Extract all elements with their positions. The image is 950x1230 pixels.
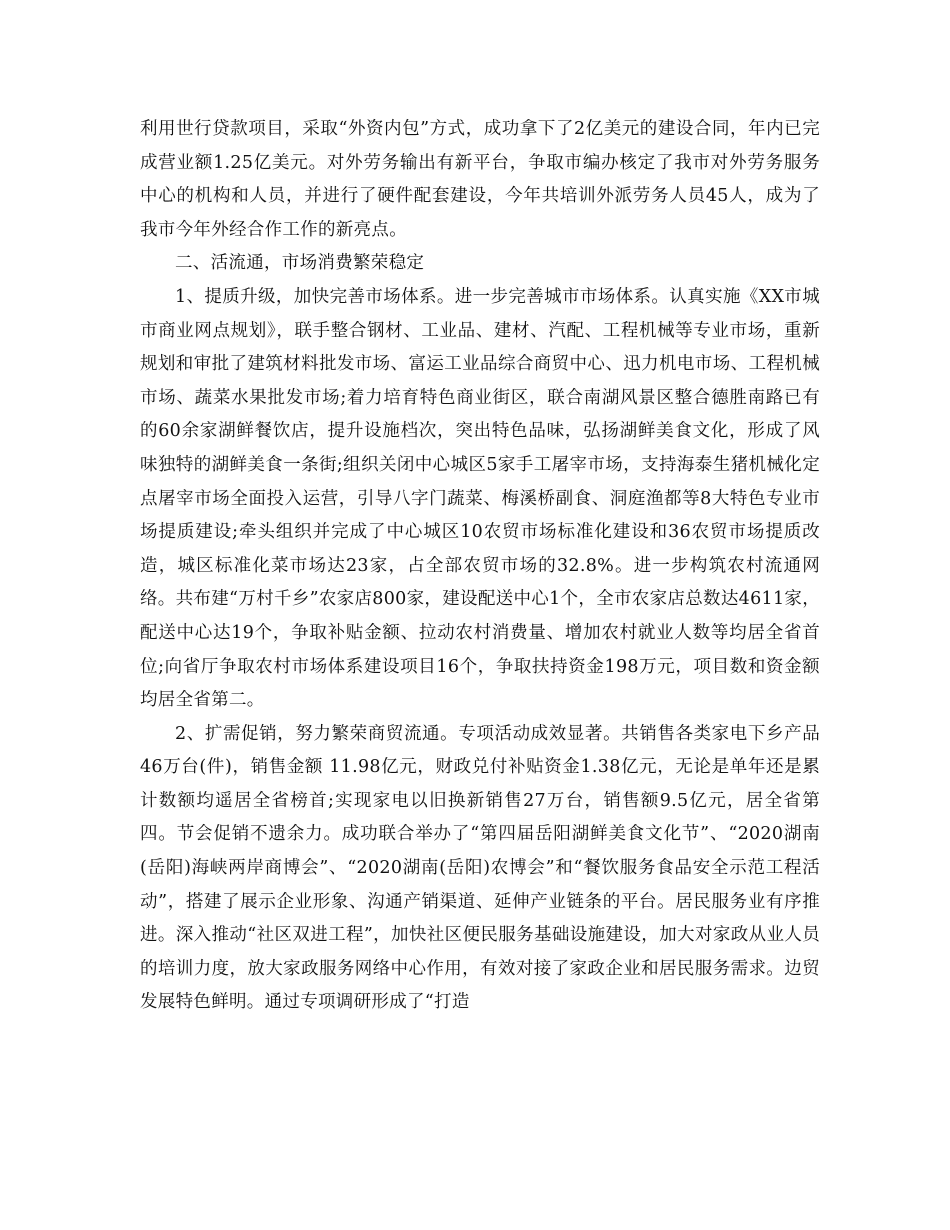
paragraph-item-2: 2、扩需促销，努力繁荣商贸流通。专项活动成效显著。共销售各类家电下乡产品46万台(件)，销售金额 11.98亿元，财政兑付补贴资金1.38亿元，无论是单年还是累计数额均遥居全省榜首;实现家电以旧换新销售27万台，销售额9.5亿元，居全省第四。节会促销不遗余力。成功联合举办了“第四届岳阳湖鲜美食文化节”、“2020湖南(岳阳)海峡两岸商博会”、“2020湖南(岳阳)农博会”和“餐饮服务食品安全示范工程活动”，搭建了展示企业形象、沟通产销渠道、延伸产业链条的平台。居民服务业有序推进。深入推动“社区双进工程”，加快社区便民服务基础设施建设，加大对家政从业人员的培训力度，放大家政服务网络中心作用，有效对接了家政企业和居民服务需求。边贸发展特色鲜明。通过专项调研形成了“打造 xyxy=(140,723,820,1013)
section-heading: 二、活流通，市场消费繁荣稳定 xyxy=(175,253,425,274)
paragraph-item-1: 1、提质升级，加快完善市场体系。进一步完善城市市场体系。认真实施《XX市城市商业网点规划》，联手整合钢材、工业品、建材、汽配、工程机械等专业市场，重新规划和审批了建筑材料批发市场、富运工业品综合商贸中心、迅力机电市场、工程机械市场、蔬菜水果批发市场;着力培育特色商业街区，联合南湖风景区整合德胜南路已有的60余家湖鲜餐饮店，提升设施档次，突出特色品味，弘扬湖鲜美食文化，形成了风味独特的湖鲜美食一条街;组织关闭中心城区5家手工屠宰市场，支持海泰生猪机械化定点屠宰市场全面投入运营，引导八字门蔬菜、梅溪桥副食、洞庭渔都等8大特色专业市场提质建设;牵头组织并完成了中心城区10农贸市场标准化建设和36农贸市场提质改造，城区标准化菜市场达23家，占全部农贸市场的32.8%。进一步构筑农村流通网络。共布建“万村千乡”农家店800家，建设配送中心1个，全市农家店总数达4611家， 配送中心达19个，争取补贴金额、拉动农村消费量、增加农村就业人数等均居全省首位;向省厅争取农村市场体系建设项目16个，争取扶持资金198万元，项目数和资金额均居全省第二。 xyxy=(140,286,820,711)
paragraph-continued: 利用世行贷款项目，采取“外资内包”方式，成功拿下了2亿美元的建设合同，年内已完成营业额1.25亿美元。对外劳务输出有新平台，争取市编办核定了我市对外劳务服务中心的机构和人员，并进行了硬件配套建设，今年共培训外派劳务人员45人，成为了我市今年外经合作工作的新亮点。 xyxy=(140,119,820,240)
document-body xyxy=(140,113,820,1020)
